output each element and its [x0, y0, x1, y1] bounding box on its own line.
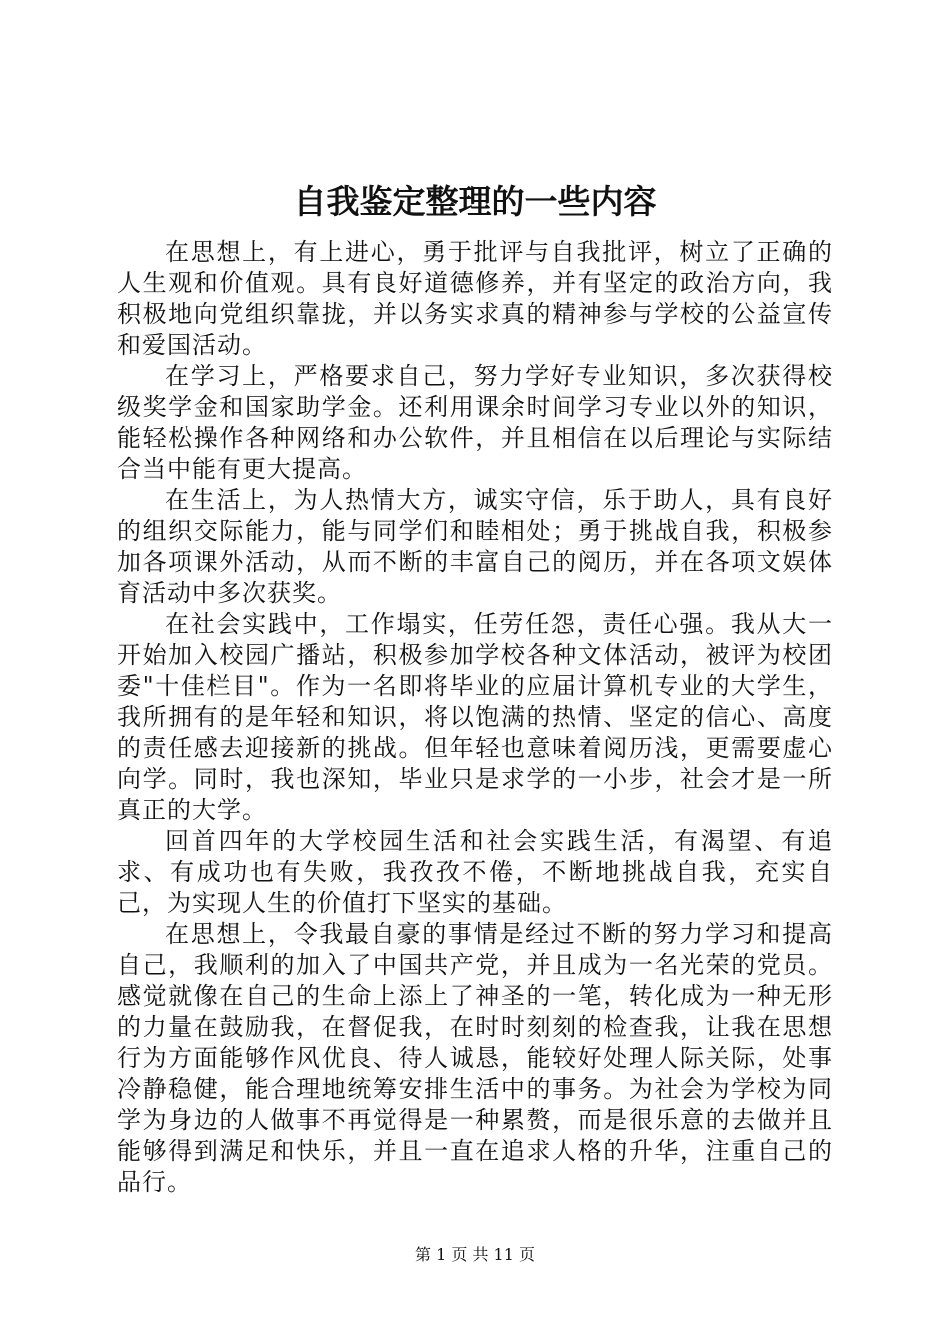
paragraph: 在思想上，有上进心，勇于批评与自我批评，树立了正确的人生观和价值观。具有良好道德修养，并有坚定的政治方向，我积极地向党组织靠拢，并以务实求真的精神参与学校的公益宣传和爱国活动。: [117, 238, 833, 359]
document-title: 自我鉴定整理的一些内容: [293, 182, 657, 221]
paragraph: 在生活上，为人热情大方，诚实守信，乐于助人，具有良好的组织交际能力，能与同学们和睦相处；勇于挑战自我，积极参加各项课外活动，从而不断的丰富自己的阅历，并在各项文娱体育活动中多次获奖。: [117, 486, 833, 607]
page-footer: 第 1 页 共 11 页: [415, 1245, 535, 1264]
document-body: [117, 237, 833, 1198]
paragraph: 在思想上，令我最自豪的事情是经过不断的努力学习和提高自己，我顺利的加入了中国共产党，并且成为一名光荣的党员。感觉就像在自己的生命上添上了神圣的一笔，转化成为一种无形的力量在鼓励我，在督促我，在时时刻刻的检查我，让我在思想行为方面能够作风优良、待人诚恳，能较好处理人际关际，处事冷静稳健，能合理地统筹安排生活中的事务。为社会为学校为同学为身边的人做事不再觉得是一种累赘，而是很乐意的去做并且能够得到满足和快乐，并且一直在追求人格的升华，注重自己的品行。: [117, 920, 833, 1196]
paragraph: 在社会实践中，工作塌实，任劳任怨，责任心强。我从大一开始加入校园广播站，积极参加学校各种文体活动，被评为校团委"十佳栏目"。作为一名即将毕业的应届计算机专业的大学生，我所拥有的是年轻和知识，将以饱满的热情、坚定的信心、高度的责任感去迎接新的挑战。但年轻也意味着阅历浅，更需要虚心向学。同时，我也深知，毕业只是求学的一小步，社会才是一所真正的大学。: [117, 610, 833, 824]
paragraph: 回首四年的大学校园生活和社会实践生活，有渴望、有追求、有成功也有失败，我孜孜不倦，不断地挑战自我，充实自己，为实现人生的价值打下坚实的基础。: [117, 827, 833, 917]
paragraph: 在学习上，严格要求自己，努力学好专业知识，多次获得校级奖学金和国家助学金。还利用课余时间学习专业以外的知识，能轻松操作各种网络和办公软件，并且相信在以后理论与实际结合当中能有更大提高。: [117, 362, 833, 483]
